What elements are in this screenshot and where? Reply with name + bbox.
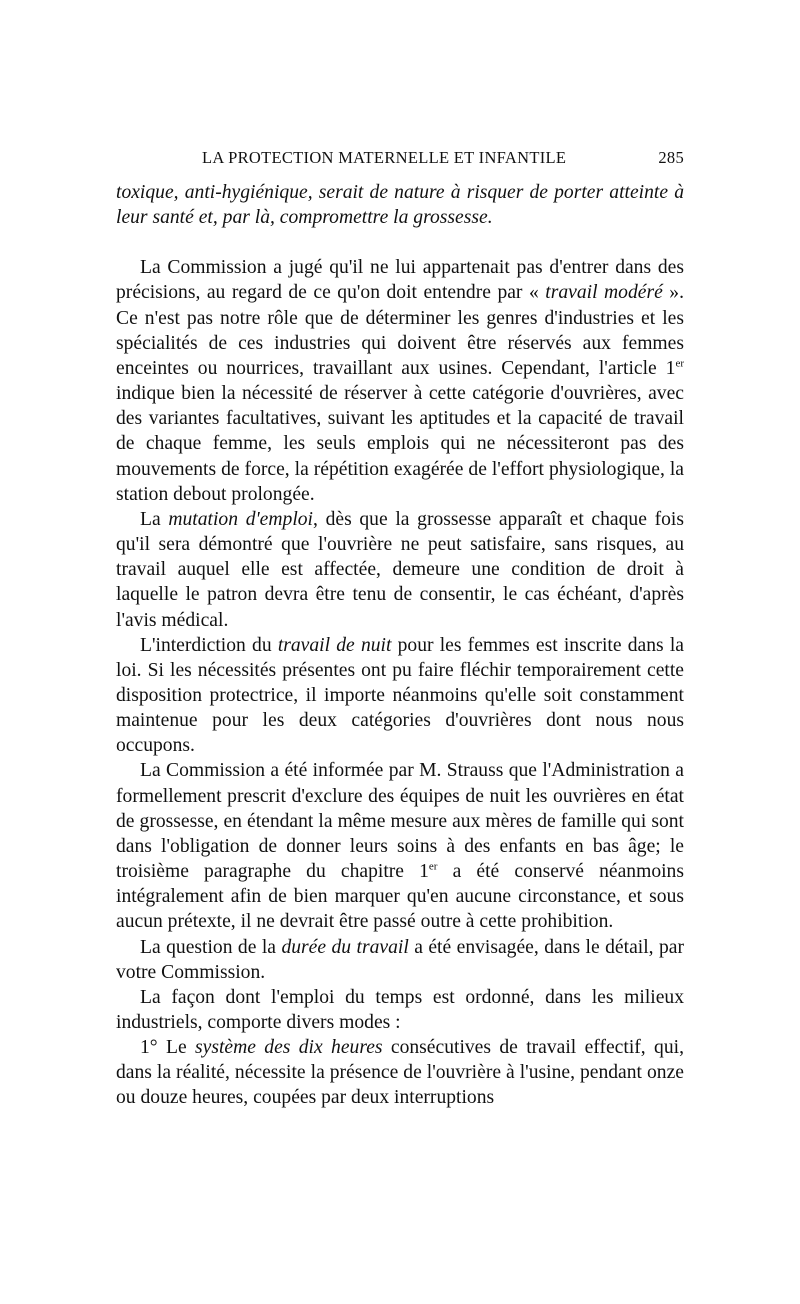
text-run: La façon dont l'emploi du temps est ordonné, dans les milieux industriels, comporte divers modes : xyxy=(116,986,684,1033)
page-number: 285 xyxy=(658,148,684,167)
superscript: er xyxy=(428,860,438,873)
body-text xyxy=(116,180,684,1111)
running-title: LA PROTECTION MATERNELLE ET INFANTILE xyxy=(202,148,567,167)
paragraph-strauss xyxy=(116,758,684,934)
text-run: L'interdiction du xyxy=(140,634,278,656)
text-run: a été envisagée, dans le détail, par votre Commission. xyxy=(116,936,685,983)
emphasis: système des dix heures xyxy=(195,1037,383,1059)
book-page xyxy=(116,140,684,1111)
paragraph-emploi-du-temps xyxy=(116,985,684,1035)
text-run: La Commission a été informée par M. Strauss que l'Administration a formellement prescrit d'exclure des équipes de nuit les ouvrières en état de grossesse, en étendant la même mesure aux mères de famille qui sont dans l'obligation de donner leurs soins à des enfants en bas âge; le troisième paragraphe du chapitre 1 xyxy=(116,760,684,883)
paragraph-duree-du-travail xyxy=(116,935,684,985)
text-run: , dès que la grossesse apparaît et chaque fois qu'il sera démontré que l'ouvrière ne peut satisfaire, sans risques, au travail auquel elle est affectée, demeure une condition de droit à laquelle le patron devra être tenu de consentir, le cas échéant, d'après l'avis médical. xyxy=(116,508,684,631)
paragraph-continuation xyxy=(116,180,684,230)
paragraph-systeme-dix-heures xyxy=(116,1035,684,1110)
paragraph-text: toxique, anti-hygiénique, serait de nature à risquer de porter atteinte à leur santé et, par là, compromettre la grossesse. xyxy=(116,182,684,229)
superscript: er xyxy=(675,357,684,370)
emphasis: travail modéré xyxy=(545,282,663,304)
emphasis: travail de nuit xyxy=(277,634,392,656)
paragraph-commission-precisions xyxy=(116,255,684,507)
emphasis: mutation d'emploi xyxy=(168,508,314,530)
emphasis: durée du travail xyxy=(281,936,409,958)
running-head xyxy=(116,140,684,180)
text-run: consécutives de travail effectif, qui, dans la réalité, nécessite la présence de l'ouvrière à l'usine, pendant onze ou douze heures, coupées par deux interruptions xyxy=(116,1037,684,1109)
text-run: ». Ce n'est pas notre rôle que de déterminer les genres d'industries et les spécialités de ces industries qui doivent être réservés aux femmes enceintes ou nourrices, travaillant aux usines. Cependant, l'article 1 xyxy=(116,282,684,379)
paragraph-mutation-emploi xyxy=(116,507,684,633)
text-run: La xyxy=(140,508,169,530)
text-run: a été conservé néanmoins intégralement afin de bien marquer qu'en aucune circonstance, et sous aucun prétexte, il ne devrait être passé outre à cette prohibition. xyxy=(116,861,684,933)
text-run: indique bien la nécessité de réserver à cette catégorie d'ouvrières, avec des variantes facultatives, suivant les aptitudes et la capacité de travail de chaque femme, les seuls emplois qui ne nécessiteront pas des mouvements de force, la répétition exagérée de l'effort physiologique, la station debout prolongée. xyxy=(116,383,684,505)
text-run: 1° Le xyxy=(140,1037,195,1059)
paragraph-travail-de-nuit xyxy=(116,633,684,759)
text-run: pour les femmes est inscrite dans la loi. Si les nécessités présentes ont pu faire fléchir temporairement cette disposition protectrice, il importe néanmoins qu'elle soit constamment maintenue pour les deux catégories d'ouvrières dont nous nous occupons. xyxy=(116,634,684,757)
text-run: La question de la xyxy=(140,936,282,958)
text-run: La Commission a jugé qu'il ne lui appartenait pas d'entrer dans des précisions, au regard de ce qu'on doit entendre par « xyxy=(116,257,684,304)
